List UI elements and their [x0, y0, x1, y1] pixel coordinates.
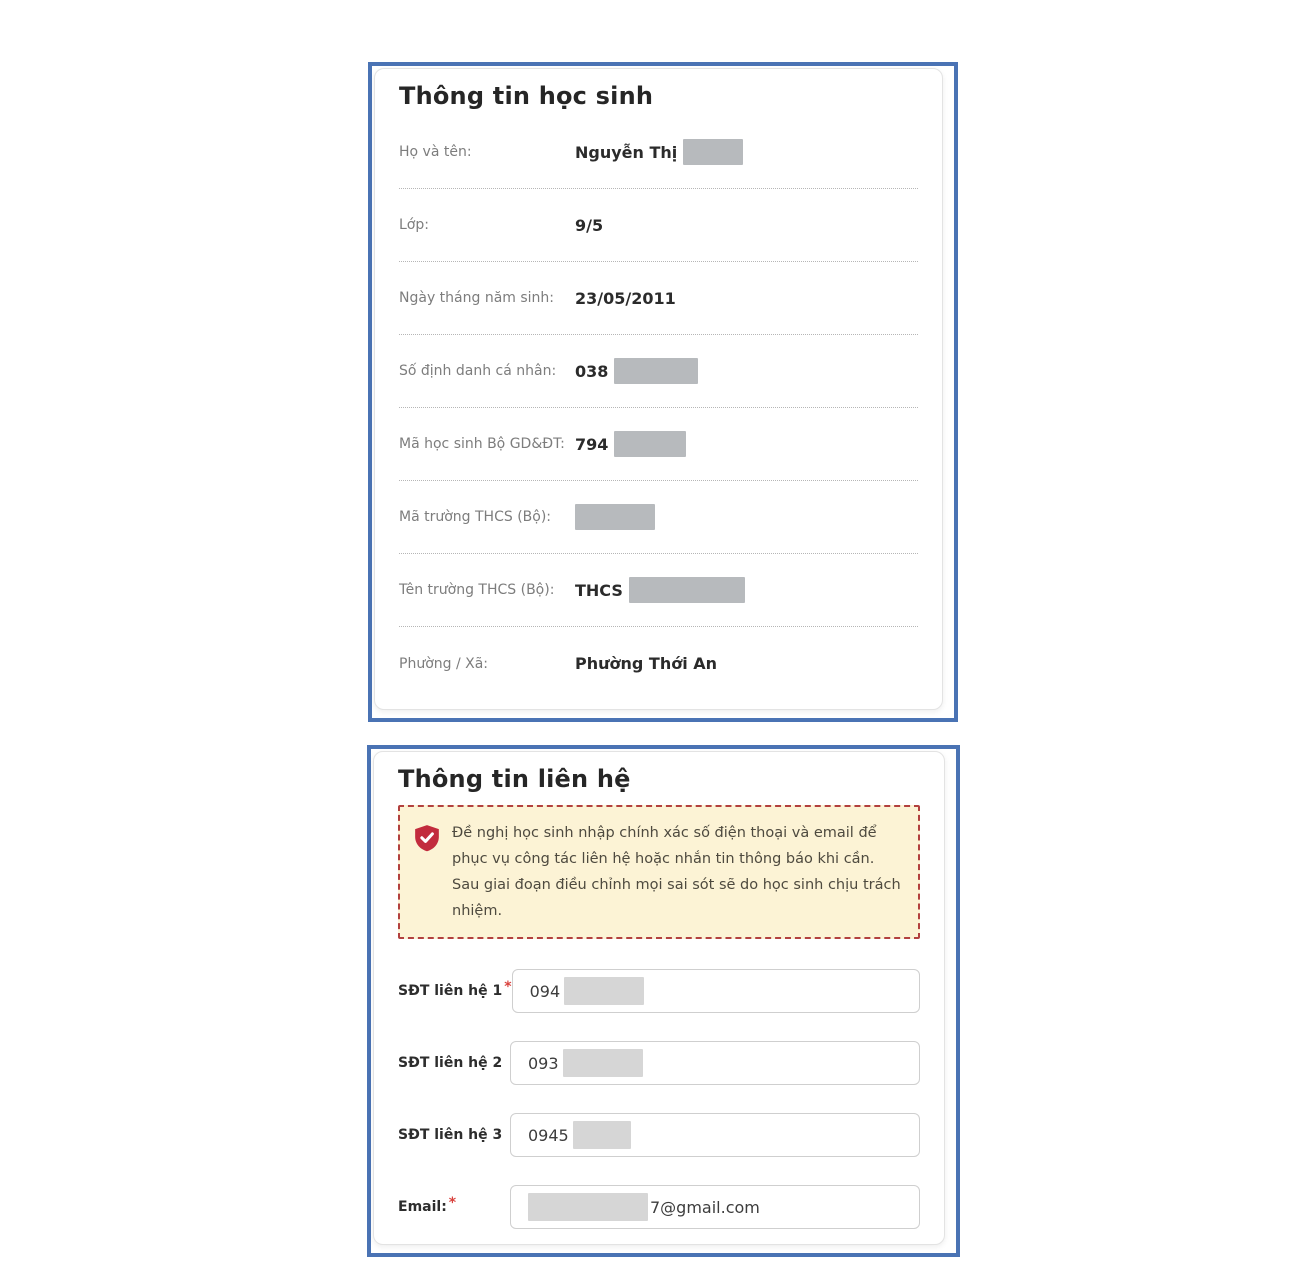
- field-label: [398, 1055, 510, 1071]
- row-value-text: 9/5: [575, 215, 604, 235]
- phone3-input[interactable]: [510, 1113, 920, 1157]
- row-lop: [399, 189, 918, 262]
- redacted-value-block: [683, 139, 743, 165]
- row-value: [575, 654, 717, 673]
- field-row-phone3: [398, 1113, 920, 1157]
- row-label: Phường / Xã:: [399, 655, 489, 672]
- row-value-text: 794: [575, 434, 609, 454]
- row-value-text: 23/05/2011: [575, 288, 676, 308]
- redacted-value-block: [629, 577, 745, 603]
- field-label-text: SĐT liên hệ 2: [398, 1055, 503, 1072]
- row-ho-va-ten: [399, 116, 918, 189]
- row-value: [575, 216, 603, 235]
- row-value: [575, 504, 655, 530]
- contact-card-title: Thông tin liên hệ: [398, 765, 631, 793]
- row-label: Họ và tên:: [399, 144, 472, 161]
- row-ten-truong: [399, 554, 918, 627]
- row-label: Mã học sinh Bộ GD&ĐT:: [399, 436, 565, 453]
- row-value: [575, 577, 745, 603]
- row-label: Tên trường THCS (Bộ):: [399, 582, 555, 599]
- row-label: Số định danh cá nhân:: [399, 363, 557, 380]
- input-value-text: 7@gmail.com: [650, 1197, 760, 1217]
- row-label: Ngày tháng năm sinh:: [399, 290, 555, 307]
- notice-box: [398, 805, 920, 939]
- row-value-text: 038: [575, 361, 609, 381]
- redacted-value-block: [573, 1121, 631, 1149]
- student-info-card-body: [374, 68, 943, 710]
- row-label: Lớp:: [399, 217, 429, 234]
- field-row-phone1: [398, 969, 920, 1013]
- row-value: [575, 289, 676, 308]
- redacted-value-block: [614, 358, 698, 384]
- field-label: [398, 1195, 510, 1216]
- field-row-phone2: [398, 1041, 920, 1085]
- student-info-card: [368, 62, 958, 722]
- email-input[interactable]: [510, 1185, 920, 1229]
- redacted-value-block: [614, 431, 686, 457]
- row-ngay-sinh: [399, 262, 918, 335]
- input-value-text: 094: [529, 981, 561, 1001]
- row-label: Mã trường THCS (Bộ):: [399, 509, 552, 526]
- field-label-text: SĐT liên hệ 1: [398, 983, 503, 1000]
- field-label: [398, 979, 512, 1000]
- contact-info-card: [367, 745, 960, 1257]
- redacted-value-block: [575, 504, 655, 530]
- row-value-text: Phường Thới An: [575, 654, 718, 674]
- student-info-rows: [399, 116, 918, 700]
- row-value-text: THCS: [575, 580, 623, 600]
- row-value: [575, 431, 686, 457]
- field-label-text: Email:: [398, 1199, 447, 1216]
- redacted-value-block: [563, 1049, 643, 1077]
- row-phuong-xa: [399, 627, 918, 700]
- field-row-email: [398, 1185, 920, 1229]
- input-value-text: 093: [528, 1053, 559, 1073]
- field-label: [398, 1127, 510, 1143]
- phone2-input[interactable]: [510, 1041, 920, 1085]
- contact-fields: [398, 969, 920, 1229]
- redacted-value-block: [564, 977, 644, 1005]
- row-value: [575, 139, 743, 165]
- shield-check-icon: [414, 820, 440, 924]
- required-asterisk: *: [504, 979, 512, 996]
- required-asterisk: *: [448, 1195, 457, 1212]
- notice-text: Đề nghị học sinh nhập chính xác số điện thoại và email để phục vụ công tác liên hệ hoặc nhắn tin thông báo khi cần. Sau giai đoạn điều chỉnh mọi sai sót sẽ do học sinh chịu trách nhiệm.: [452, 825, 901, 920]
- row-so-dinh-danh: [399, 335, 918, 408]
- contact-info-card-body: [373, 751, 945, 1245]
- row-ma-hoc-sinh: [399, 408, 918, 481]
- student-card-title: Thông tin học sinh: [399, 82, 654, 110]
- row-value-text: Nguyễn Thị: [575, 142, 678, 162]
- row-ma-truong: [399, 481, 918, 554]
- input-value-text: 0945: [528, 1125, 569, 1145]
- row-value: [575, 358, 698, 384]
- phone1-input[interactable]: [512, 969, 920, 1013]
- redacted-value-block: [528, 1193, 648, 1221]
- field-label-text: SĐT liên hệ 3: [398, 1127, 503, 1144]
